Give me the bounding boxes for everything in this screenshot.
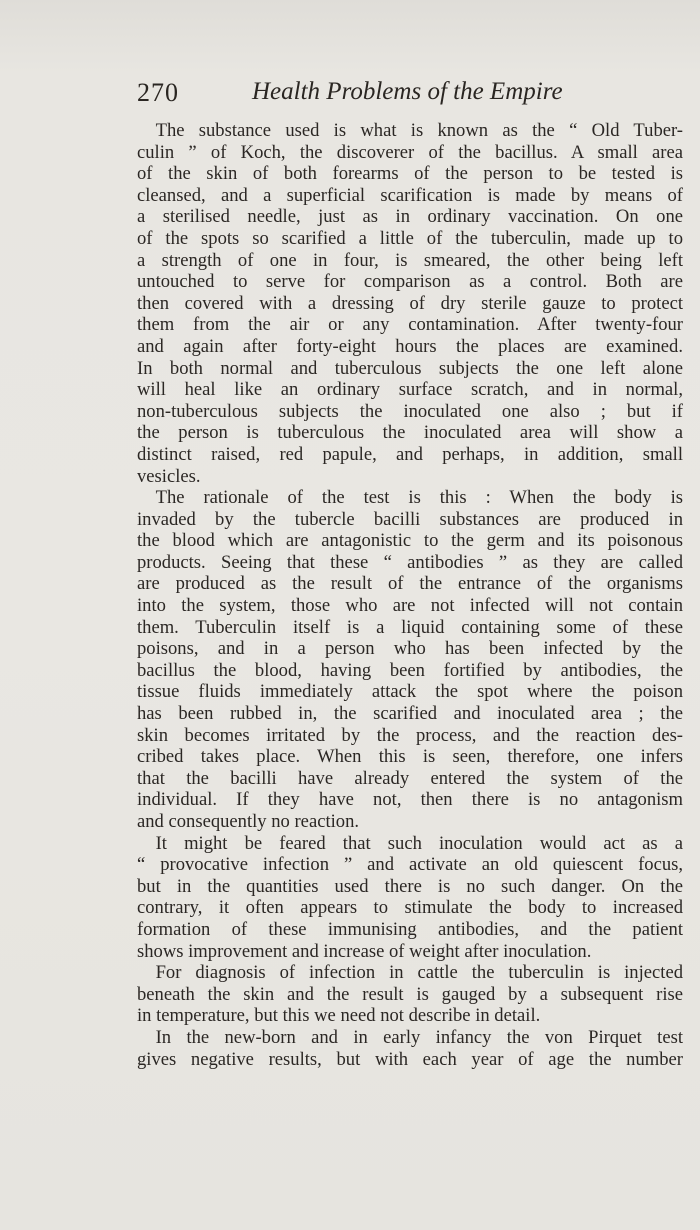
text-line: and consequently no reaction. [137,811,360,832]
text-line: that the bacilli have already entered the system of the [137,767,683,789]
text-line: a sterilised needle, just as in ordinary vaccination. On one [137,206,683,228]
body-text [137,120,683,1070]
text-line: “ provocative infection ” and activate an old quiescent focus, [137,854,683,876]
paragraph [137,1027,683,1070]
text-line: into the system, those who are not infected will not contain [137,595,683,617]
text-line: formation of these immunising antibodies, and the patient [137,918,683,940]
paragraph [137,962,683,1027]
text-line: In the new-born and in early infancy the von Pirquet test [137,1026,683,1048]
text-line: skin becomes irritated by the process, and the reaction des- [137,724,683,746]
text-line: and again after forty-eight hours the places are examined. [137,335,683,357]
page-header [137,78,597,118]
text-line: in temperature, but this we need not describe in detail. [137,1005,541,1027]
text-line: the person is tuberculous the inoculated area will show a [137,422,683,444]
paragraph [137,487,683,833]
text-line: culin ” of Koch, the discoverer of the bacillus. A small area [137,141,683,163]
text-line: untouched to serve for comparison as a control. Both are [137,271,683,293]
text-line: then covered with a dressing of dry sterile gauze to protect [137,292,683,314]
page-number: 270 [137,78,179,107]
text-line: beneath the skin and the result is gauged by a subsequent rise [137,983,683,1005]
running-head: Health Problems of the Empire [252,78,563,105]
text-line: them from the air or any contamination. After twenty-four [137,314,683,336]
text-line: invaded by the tubercle bacilli substances are produced in [137,508,683,530]
text-line: individual. If they have not, then there is no antagonism [137,789,683,811]
paragraph [137,833,683,963]
text-line: of the skin of both forearms of the person to be tested is [137,163,683,185]
text-line: distinct raised, red papule, and perhaps, in addition, small [137,443,683,465]
text-line: bacillus the blood, having been fortified by antibodies, the [137,659,683,681]
text-line: contrary, it often appears to stimulate the body to increased [137,897,683,919]
text-line: tissue fluids immediately attack the spot where the poison [137,681,683,703]
text-line: products. Seeing that these “ antibodies ” as they are called [137,551,683,573]
text-line: shows improvement and increase of weight after inoculation. [137,940,592,962]
paragraph [137,120,683,487]
text-line: The rationale of the test is this : When the body is [137,487,683,509]
text-line: but in the quantities used there is no such danger. On the [137,875,683,897]
text-line: non-tuberculous subjects the inoculated one also ; but if [137,400,683,422]
text-line: a strength of one in four, is smeared, the other being left [137,249,683,271]
text-line: It might be feared that such inoculation would act as a [137,832,683,854]
text-line: gives negative results, but with each year of age the number [137,1048,683,1070]
text-line: cleansed, and a superficial scarification is made by means of [137,184,683,206]
text-line: the blood which are antagonistic to the germ and its poisonous [137,530,683,552]
text-line: In both normal and tuberculous subjects the one left alone [137,357,683,379]
text-line: vesicles. [137,465,201,487]
text-line: The substance used is what is known as the “ Old Tuber- [137,120,683,141]
text-line: are produced as the result of the entrance of the organisms [137,573,683,595]
text-line: poisons, and in a person who has been infected by the [137,638,683,660]
text-line: them. Tuberculin itself is a liquid containing some of these [137,616,683,638]
text-line: cribed takes place. When this is seen, therefore, one infers [137,746,683,768]
text-line: has been rubbed in, the scarified and inoculated area ; the [137,703,683,725]
text-line: will heal like an ordinary surface scratch, and in normal, [137,379,683,401]
text-line: For diagnosis of infection in cattle the tuberculin is injected [137,962,683,984]
text-line: of the spots so scarified a little of the tuberculin, made up to [137,227,683,249]
